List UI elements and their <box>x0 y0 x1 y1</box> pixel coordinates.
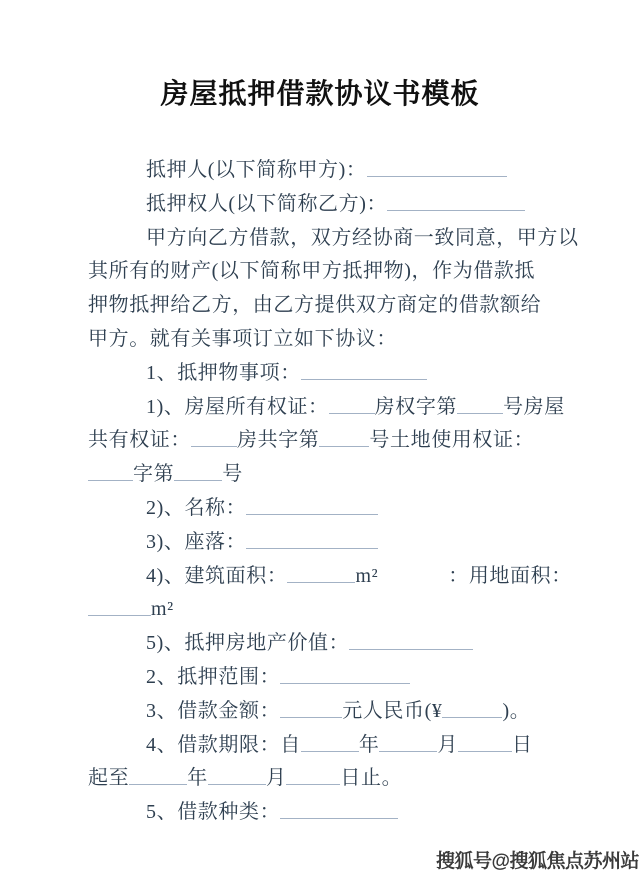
blank-underline <box>301 378 427 380</box>
blank-underline <box>280 716 342 718</box>
document-line <box>88 661 554 695</box>
blank-underline <box>457 412 503 414</box>
blank-underline <box>367 175 507 177</box>
blank-underline <box>379 750 437 752</box>
document-line <box>88 424 554 458</box>
line-text: 号房屋 <box>503 395 565 418</box>
document-lines <box>88 154 579 830</box>
line-text: )。 <box>502 699 531 722</box>
line-text: 5、借款种类： <box>146 801 281 824</box>
line-text: 3)、座落： <box>146 530 247 553</box>
document-line <box>88 695 554 729</box>
blank-underline <box>387 209 525 211</box>
watermark-label: 搜狐号@搜狐焦点苏州站 <box>435 851 639 872</box>
document-line <box>88 627 554 661</box>
document-line <box>88 188 554 222</box>
line-text: 月 <box>437 733 459 756</box>
document-line <box>88 526 554 560</box>
blank-underline <box>246 547 378 549</box>
line-text: 号土地使用权证： <box>369 429 535 452</box>
line-text: m² <box>355 564 379 587</box>
line-text: 2)、名称： <box>146 496 247 519</box>
blank-underline <box>301 750 359 752</box>
line-text: 年 <box>187 767 208 790</box>
line-text: 4)、建筑面积： <box>146 564 288 587</box>
document-line <box>88 560 572 594</box>
line-text: 其所有的财产(以下简称甲方抵押物)，作为借款抵 <box>88 260 536 283</box>
blank-underline <box>174 479 222 481</box>
document-line <box>88 154 554 188</box>
document-line <box>88 391 565 425</box>
blank-underline <box>280 682 410 684</box>
line-text: 起至 <box>88 767 130 790</box>
blank-underline <box>329 412 375 414</box>
blank-underline <box>280 817 398 819</box>
line-text: 3、借款金额： <box>146 699 281 722</box>
line-text: 房权字第 <box>374 395 458 418</box>
line-text: 日止。 <box>340 767 403 790</box>
line-text: 4、借款期限：自 <box>146 733 301 756</box>
line-text: 抵押人(以下简称甲方)： <box>146 159 367 181</box>
line-text: 押物抵押给乙方，由乙方提供双方商定的借款额给 <box>88 294 542 317</box>
line-text: m² <box>151 598 174 621</box>
blank-underline <box>208 783 266 785</box>
document-line <box>88 492 554 526</box>
line-text: 年 <box>358 733 380 756</box>
document-line <box>88 593 554 627</box>
blank-underline <box>129 783 187 785</box>
blank-underline <box>246 513 378 515</box>
line-text: 1、抵押物事项： <box>146 361 301 384</box>
document-title: 房屋抵押借款协议书模板 <box>160 78 480 109</box>
document-line <box>88 796 554 830</box>
blank-underline <box>191 445 237 447</box>
document-line <box>88 762 554 796</box>
gap-spacer <box>378 581 448 582</box>
blank-underline <box>442 716 502 718</box>
blank-underline <box>458 750 512 752</box>
line-text: 房共字第 <box>237 429 320 452</box>
blank-underline <box>319 445 369 447</box>
blank-underline <box>88 614 151 616</box>
line-text: 5)、抵押房地产价值： <box>146 632 350 655</box>
line-text: 1)、房屋所有权证： <box>146 395 329 418</box>
document-line <box>88 289 554 323</box>
document-line <box>88 255 554 289</box>
line-text: 元人民币(¥ <box>342 699 443 722</box>
blank-underline <box>286 783 340 785</box>
line-text: 字第 <box>133 463 175 486</box>
document-line <box>88 729 554 763</box>
line-text: 月 <box>265 767 287 790</box>
line-text: 日 <box>512 733 533 756</box>
blank-underline <box>88 479 133 481</box>
line-text: 抵押权人(以下简称乙方)： <box>146 192 388 215</box>
line-text: ：用地面积： <box>448 564 572 587</box>
line-text: 2、抵押范围： <box>146 665 281 688</box>
document-line <box>88 357 554 391</box>
document-line <box>88 222 579 256</box>
blank-underline <box>287 581 355 583</box>
line-text: 甲方向乙方借款，双方经协商一致同意，甲方以 <box>146 226 579 249</box>
line-text: 共有权证： <box>88 429 191 452</box>
line-text: 号 <box>222 463 243 486</box>
blank-underline <box>349 648 473 650</box>
document-line <box>88 323 554 357</box>
document-line <box>88 458 554 492</box>
line-text: 甲方。就有关事项订立如下协议： <box>88 327 397 350</box>
